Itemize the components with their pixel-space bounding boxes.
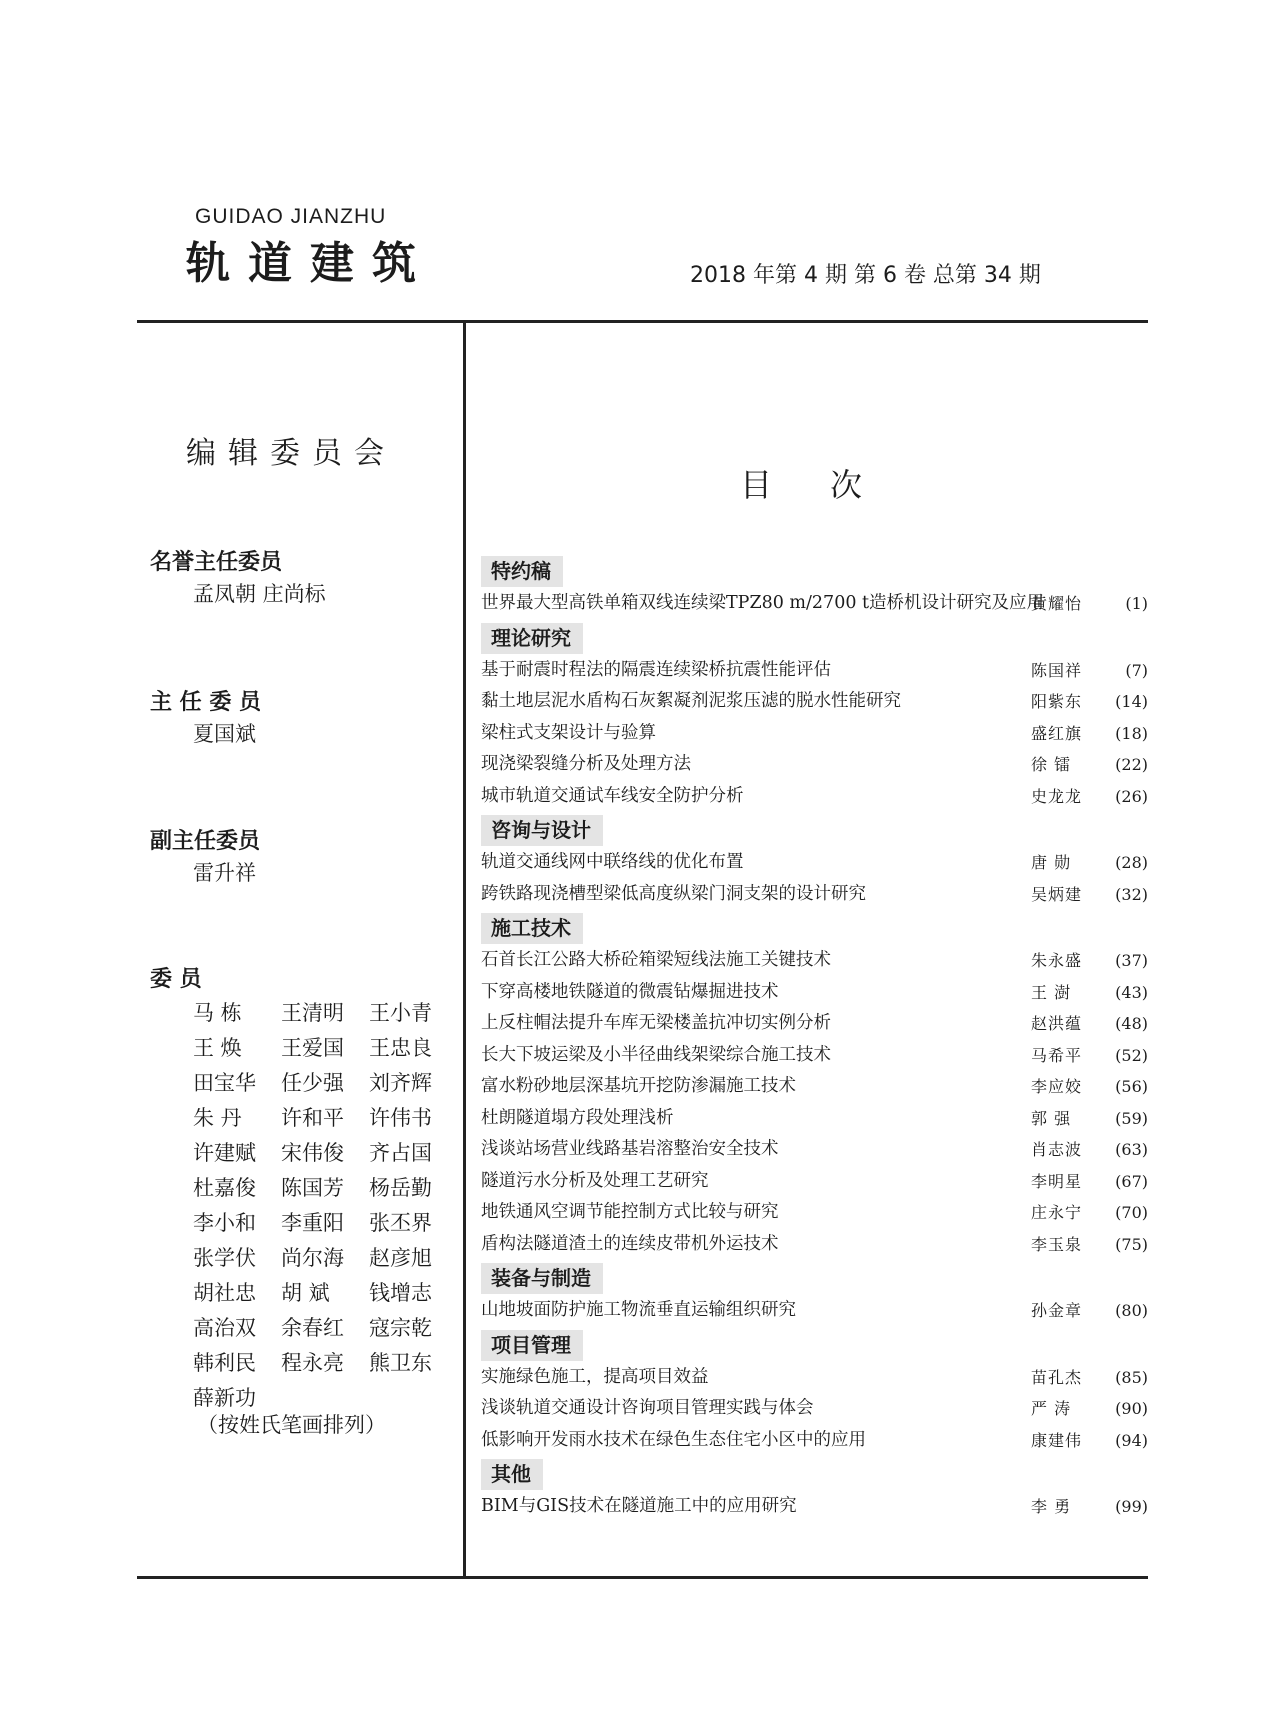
article-author: 肖志波 <box>1031 1140 1083 1159</box>
article-author: 吴炳建 <box>1031 884 1083 904</box>
table-of-contents <box>481 553 1148 1523</box>
article-author: 李 勇 <box>1031 1497 1072 1516</box>
director-names: 夏国斌 <box>193 722 256 746</box>
member-name: 李小和 <box>193 1211 256 1235</box>
article-title: 浅谈轨道交通设计咨询项目管理实践与体会 <box>481 1398 814 1418</box>
article-title: 地铁通风空调节能控制方式比较与研究 <box>481 1202 779 1222</box>
article-title: 杜朗隧道塌方段处理浅析 <box>481 1107 674 1128</box>
article-author: 苗孔杰 <box>1031 1367 1083 1387</box>
article-author: 李明星 <box>1031 1171 1083 1191</box>
article-page: (94) <box>1115 1430 1148 1450</box>
toc-entry[interactable] <box>481 945 1148 977</box>
member-name: 朱 丹 <box>193 1106 242 1130</box>
toc-entry[interactable] <box>481 1008 1148 1040</box>
article-title: 梁柱式支架设计与验算 <box>481 722 656 743</box>
column-divider <box>463 320 466 1579</box>
article-author: 庄永宁 <box>1031 1203 1083 1222</box>
toc-entry[interactable] <box>481 1229 1148 1261</box>
article-author: 徐 镭 <box>1031 755 1072 774</box>
article-page: (28) <box>1115 853 1148 872</box>
member-name: 杜嘉俊 <box>193 1176 256 1200</box>
member-name: 田宝华 <box>193 1071 256 1095</box>
article-author: 孙金章 <box>1031 1301 1083 1320</box>
toc-entry[interactable] <box>481 655 1148 687</box>
article-author: 康建伟 <box>1031 1430 1083 1450</box>
toc-entry[interactable] <box>481 1491 1148 1523</box>
member-name: 韩利民 <box>193 1351 256 1375</box>
article-page: (22) <box>1115 755 1148 774</box>
article-author: 李玉泉 <box>1031 1234 1083 1254</box>
honorary-label: 名誉主任委员 <box>150 550 283 575</box>
article-title: 山地坡面防护施工物流垂直运输组织研究 <box>481 1300 796 1320</box>
article-title: 低影响开发雨水技术在绿色生态住宅小区中的应用 <box>481 1429 866 1450</box>
member-name: 胡社忠 <box>193 1281 256 1305</box>
article-author: 严 涛 <box>1031 1399 1072 1418</box>
article-title: 世界最大型高铁单箱双线连续梁TPZ80 m/2700 t造桥机设计研究及应用 <box>481 593 1045 613</box>
article-author: 李应姣 <box>1031 1077 1083 1096</box>
member-name: 刘齐辉 <box>369 1071 432 1095</box>
member-name: 李重阳 <box>281 1211 344 1235</box>
deputy-names: 雷升祥 <box>193 861 256 885</box>
article-page: (85) <box>1115 1367 1148 1387</box>
article-page: (52) <box>1115 1045 1148 1065</box>
toc-entry[interactable] <box>481 977 1148 1009</box>
section-heading: 咨询与设计 <box>481 815 603 846</box>
member-name: 余春红 <box>281 1316 344 1340</box>
article-author: 黄耀怡 <box>1031 594 1083 613</box>
article-author: 史龙龙 <box>1031 786 1083 806</box>
article-page: (67) <box>1115 1171 1148 1191</box>
honorary-names: 孟凤朝 庄尚标 <box>193 582 326 606</box>
member-name: 赵彦旭 <box>369 1246 432 1270</box>
member-name: 许和平 <box>281 1106 344 1130</box>
section-heading: 施工技术 <box>481 913 583 944</box>
toc-entry[interactable] <box>481 1134 1148 1166</box>
article-page: (37) <box>1115 951 1148 970</box>
article-page: (14) <box>1115 692 1148 711</box>
article-page: (59) <box>1115 1108 1148 1128</box>
member-name: 张丕界 <box>369 1211 432 1235</box>
journal-pinyin: GUIDAO JIANZHU <box>195 205 387 228</box>
toc-entry[interactable] <box>481 1295 1148 1327</box>
member-name: 许建赋 <box>193 1141 256 1165</box>
article-page: (1) <box>1125 594 1148 613</box>
issue-info: 2018 年第 4 期 第 6 卷 总第 34 期 <box>690 263 1041 288</box>
members-label: 委 员 <box>150 967 202 992</box>
article-page: (43) <box>1115 982 1148 1002</box>
toc-entry[interactable] <box>481 879 1148 911</box>
article-title: 长大下坡运梁及小半径曲线架梁综合施工技术 <box>481 1044 831 1065</box>
member-name: 许伟书 <box>369 1106 432 1130</box>
member-name: 张学伏 <box>193 1246 256 1270</box>
members-list <box>193 996 453 1416</box>
toc-entry[interactable] <box>481 847 1148 879</box>
journal-title: 轨道建筑 <box>186 238 434 289</box>
section-heading: 装备与制造 <box>481 1263 603 1294</box>
toc-entry[interactable] <box>481 781 1148 813</box>
toc-entry[interactable] <box>481 1197 1148 1229</box>
article-author: 赵洪蕴 <box>1031 1014 1083 1033</box>
article-page: (48) <box>1115 1014 1148 1033</box>
article-page: (80) <box>1115 1301 1148 1320</box>
toc-entry[interactable] <box>481 1071 1148 1103</box>
article-title: BIM与GIS技术在隧道施工中的应用研究 <box>481 1496 797 1516</box>
article-title: 上反柱帽法提升车库无梁楼盖抗冲切实例分析 <box>481 1013 831 1033</box>
members-note: （按姓氏笔画排列） <box>197 1413 386 1437</box>
member-name: 杨岳勤 <box>369 1176 432 1200</box>
member-name: 陈国芳 <box>281 1176 344 1200</box>
toc-entry[interactable] <box>481 1166 1148 1198</box>
toc-entry[interactable] <box>481 686 1148 718</box>
deputy-label: 副主任委员 <box>150 829 261 854</box>
article-title: 跨铁路现浇槽型梁低高度纵梁门洞支架的设计研究 <box>481 883 866 904</box>
article-page: (18) <box>1115 723 1148 743</box>
member-name: 程永亮 <box>281 1351 344 1375</box>
article-page: (99) <box>1115 1497 1148 1516</box>
article-title: 实施绿色施工，提高项目效益 <box>481 1366 709 1387</box>
article-author: 马希平 <box>1031 1045 1083 1065</box>
article-author: 陈国祥 <box>1031 660 1083 680</box>
article-page: (7) <box>1125 660 1148 680</box>
article-title: 富水粉砂地层深基坑开挖防渗漏施工技术 <box>481 1076 796 1096</box>
member-name: 王清明 <box>281 1001 344 1025</box>
article-title: 黏土地层泥水盾构石灰絮凝剂泥浆压滤的脱水性能研究 <box>481 691 901 711</box>
toc-entry[interactable] <box>481 1362 1148 1394</box>
article-author: 王 澍 <box>1031 982 1072 1002</box>
member-name: 高治双 <box>193 1316 256 1340</box>
article-title: 下穿高楼地铁隧道的微震钻爆掘进技术 <box>481 981 779 1002</box>
article-page: (32) <box>1115 884 1148 904</box>
board-title: 编辑委员会 <box>186 436 396 471</box>
bottom-rule <box>137 1576 1148 1579</box>
article-author: 阳紫东 <box>1031 692 1083 711</box>
article-page: (26) <box>1115 786 1148 806</box>
member-name: 马 栋 <box>193 1001 242 1025</box>
article-title: 盾构法隧道渣土的连续皮带机外运技术 <box>481 1233 779 1254</box>
toc-entry[interactable] <box>481 1425 1148 1457</box>
toc-entry[interactable] <box>481 749 1148 781</box>
member-name: 薛新功 <box>193 1386 256 1410</box>
article-page: (90) <box>1115 1399 1148 1418</box>
member-name: 寇宗乾 <box>369 1316 432 1340</box>
article-page: (63) <box>1115 1140 1148 1159</box>
member-name: 胡 斌 <box>281 1281 330 1305</box>
member-name: 王爱国 <box>281 1036 344 1060</box>
top-rule <box>137 320 1148 323</box>
toc-entry[interactable] <box>481 1040 1148 1072</box>
member-name: 钱增志 <box>369 1281 432 1305</box>
member-name: 齐占国 <box>369 1141 432 1165</box>
article-title: 隧道污水分析及处理工艺研究 <box>481 1170 709 1191</box>
article-author: 唐 勋 <box>1031 853 1072 872</box>
article-title: 现浇梁裂缝分析及处理方法 <box>481 754 691 774</box>
article-author: 盛红旗 <box>1031 723 1083 743</box>
section-heading: 其他 <box>481 1459 543 1490</box>
section-heading: 项目管理 <box>481 1330 583 1361</box>
article-title: 石首长江公路大桥砼箱梁短线法施工关键技术 <box>481 950 831 970</box>
article-author: 朱永盛 <box>1031 951 1083 970</box>
member-name: 王忠良 <box>369 1036 432 1060</box>
toc-entry[interactable] <box>481 1103 1148 1135</box>
toc-entry[interactable] <box>481 588 1148 620</box>
article-title: 浅谈站场营业线路基岩溶整治安全技术 <box>481 1139 779 1159</box>
section-heading: 特约稿 <box>481 556 563 587</box>
section-heading: 理论研究 <box>481 623 583 654</box>
toc-entry[interactable] <box>481 1393 1148 1425</box>
member-name: 王小青 <box>369 1001 432 1025</box>
article-page: (56) <box>1115 1077 1148 1096</box>
member-name: 熊卫东 <box>369 1351 432 1375</box>
member-name: 任少强 <box>281 1071 344 1095</box>
member-name: 王 焕 <box>193 1036 242 1060</box>
toc-entry[interactable] <box>481 718 1148 750</box>
article-page: (75) <box>1115 1234 1148 1254</box>
director-label: 主 任 委 员 <box>150 690 261 715</box>
article-page: (70) <box>1115 1203 1148 1222</box>
article-author: 郭 强 <box>1031 1108 1072 1128</box>
article-title: 轨道交通线网中联络线的优化布置 <box>481 852 744 872</box>
toc-title: 目次 <box>740 466 921 504</box>
member-name: 尚尔海 <box>281 1246 344 1270</box>
member-name: 宋伟俊 <box>281 1141 344 1165</box>
article-title: 基于耐震时程法的隔震连续梁桥抗震性能评估 <box>481 659 831 680</box>
article-title: 城市轨道交通试车线安全防护分析 <box>481 785 744 806</box>
